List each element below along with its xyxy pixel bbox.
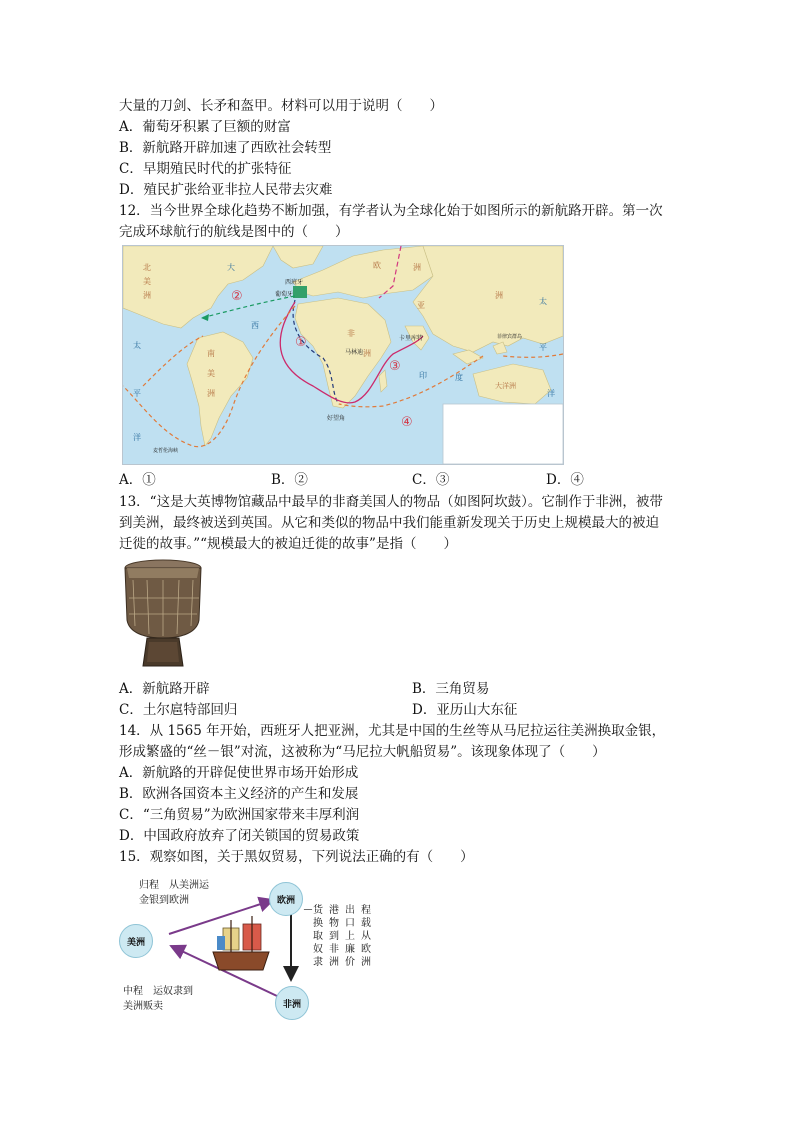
outbound-col-1: 货换取奴隶	[313, 905, 323, 968]
q11-stem: 大量的刀剑、长矛和盔甲。材料可以用于说明（ ）	[119, 98, 443, 114]
q12-option-a[interactable]: A．①	[119, 472, 156, 488]
q13-option-c[interactable]: C．土尔扈特部回归	[119, 702, 238, 718]
madagascar-land	[379, 370, 387, 392]
q13-stem-line-2: 到美洲，最终被送到英国。从它和类似的物品中我们能重新发现关于历史上规模最大的被迫	[119, 515, 659, 531]
map-label-india: 印	[419, 371, 427, 380]
q14-option-b[interactable]: B．欧洲各国资本主义经济的产生和发展	[119, 786, 359, 802]
akan-drum-image	[119, 558, 211, 670]
node-europe: 欧洲	[269, 882, 303, 916]
africa-land	[295, 298, 391, 408]
q15-stem: 15．观察如图，关于黑奴贸易，下列说法正确的有（ ）	[119, 849, 474, 865]
world-map-figure	[123, 246, 563, 464]
return-route-label-2: 金银到欧洲	[139, 895, 189, 906]
new-routes-map	[122, 245, 564, 465]
map-label-route-4: ④	[401, 415, 413, 430]
map-label-malindi: 马林迪	[345, 349, 364, 356]
q14-option-a[interactable]: A．新航路的开辟促使世界市场开始形成	[119, 765, 359, 781]
map-label-europe-1: 欧	[373, 261, 381, 270]
map-label-south-america-3: 洲	[207, 389, 215, 398]
map-label-pacific-right-3: 洋	[547, 389, 555, 398]
north-america-land	[123, 246, 273, 328]
q11-option-a[interactable]: A．葡萄牙积累了巨额的财富	[119, 119, 291, 135]
map-label-asia-2: 洲	[495, 291, 503, 300]
greenland-land	[273, 246, 323, 268]
q13-stem-line-1: 13．“这是大英博物馆藏品中最早的非裔美国人的物品（如图阿坎鼓）。它制作于非洲，被带	[119, 494, 663, 510]
q13-stem-line-3: 迁徙的故事。”“规模最大的被迫迁徙的故事”是指（ ）	[119, 536, 457, 552]
q14-option-d[interactable]: D．中国政府放弃了闭关锁国的贸易政策	[119, 828, 360, 844]
map-label-south-america-2: 美	[207, 369, 215, 378]
map-label-magellan: 麦哲伦海峡	[153, 448, 179, 454]
map-label-pacific-right-1: 太	[539, 297, 547, 306]
map-label-pacific-right-2: 平	[539, 343, 547, 352]
map-label-west: 西	[251, 321, 259, 330]
map-label-north-america-3: 洲	[143, 291, 151, 300]
middle-route-label-1: 中程 运奴隶到	[123, 986, 193, 997]
outbound-col-4: 程载从欧洲	[361, 905, 371, 968]
q12-option-b[interactable]: B．②	[271, 472, 308, 488]
map-label-calicut: 卡里库特	[399, 335, 424, 342]
q11-option-d[interactable]: D．殖民扩张给亚非拉人民带去灾难	[119, 182, 333, 198]
outbound-bracket: —	[303, 905, 313, 915]
map-label-ocean: 度	[455, 373, 463, 382]
outbound-col-2: 港物到非洲	[329, 905, 339, 968]
map-label-africa-2: 洲	[363, 349, 371, 358]
map-label-philippines: 菲律宾群岛	[497, 334, 523, 340]
map-label-pacific-left-3: 洋	[133, 433, 141, 442]
q11-option-c[interactable]: C．早期殖民时代的扩张特征	[119, 161, 292, 177]
q14-option-c[interactable]: C．“三角贸易”为欧洲国家带来丰厚利润	[119, 807, 360, 823]
map-label-portugal: 葡萄牙	[275, 291, 294, 298]
node-africa: 非洲	[275, 986, 309, 1020]
q13-option-a[interactable]: A．新航路开辟	[119, 681, 210, 697]
map-label-pacific-left-1: 太	[133, 341, 141, 350]
outbound-col-3: 出口上廉价	[345, 905, 355, 968]
map-label-africa-1: 非	[347, 329, 355, 338]
map-label-north-america-1: 北	[143, 263, 151, 272]
q12-option-d[interactable]: D．④	[546, 472, 584, 488]
triangle-trade-diagram	[119, 874, 389, 1024]
q11-option-b[interactable]: B．新航路开辟加速了西欧社会转型	[119, 140, 332, 156]
q14-stem-line-1: 14．从 1565 年开始，西班牙人把亚洲，尤其是中国的生丝等从马尼拉运往美洲换取金银，	[119, 723, 666, 739]
map-label-spain: 西班牙	[285, 279, 304, 286]
map-label-route-3: ③	[389, 359, 401, 374]
q12-option-c[interactable]: C．③	[412, 472, 450, 488]
q14-stem-line-2: 形成繁盛的“丝－银”对流，这被称为“马尼拉大帆船贸易”。该现象体现了（ ）	[119, 744, 606, 760]
south-america-land	[187, 332, 253, 446]
iberia-highlight	[293, 286, 307, 298]
map-label-cape: 好望角	[327, 415, 346, 422]
middle-route-label-2: 美洲贩卖	[123, 1001, 163, 1012]
return-route-label-1: 归程 从美洲运	[139, 880, 209, 891]
map-label-route-2: ②	[231, 289, 243, 304]
map-label-north-america-2: 美	[143, 277, 151, 286]
map-label-europe-2: 洲	[413, 263, 421, 272]
slave-ship-icon	[213, 916, 269, 970]
q12-stem-line-1: 12．当今世界全球化趋势不断加强，有学者认为全球化始于如图所示的新航路开辟。第一次	[119, 203, 663, 219]
map-label-route-1: ①	[295, 335, 307, 350]
q12-stem-line-2: 完成环球航行的航线是图中的（ ）	[119, 224, 349, 240]
map-label-pacific-left-2: 平	[133, 389, 141, 398]
q13-option-d[interactable]: D．亚历山大东征	[412, 702, 518, 718]
map-label-oceania: 大洋洲	[495, 382, 516, 390]
map-label-south-america-1: 南	[207, 349, 215, 358]
map-label-big: 大	[227, 263, 235, 272]
q13-option-b[interactable]: B．三角贸易	[412, 681, 490, 697]
node-america: 美洲	[119, 924, 153, 958]
map-label-asia: 亚	[417, 301, 425, 310]
map-legend-box	[443, 404, 563, 464]
